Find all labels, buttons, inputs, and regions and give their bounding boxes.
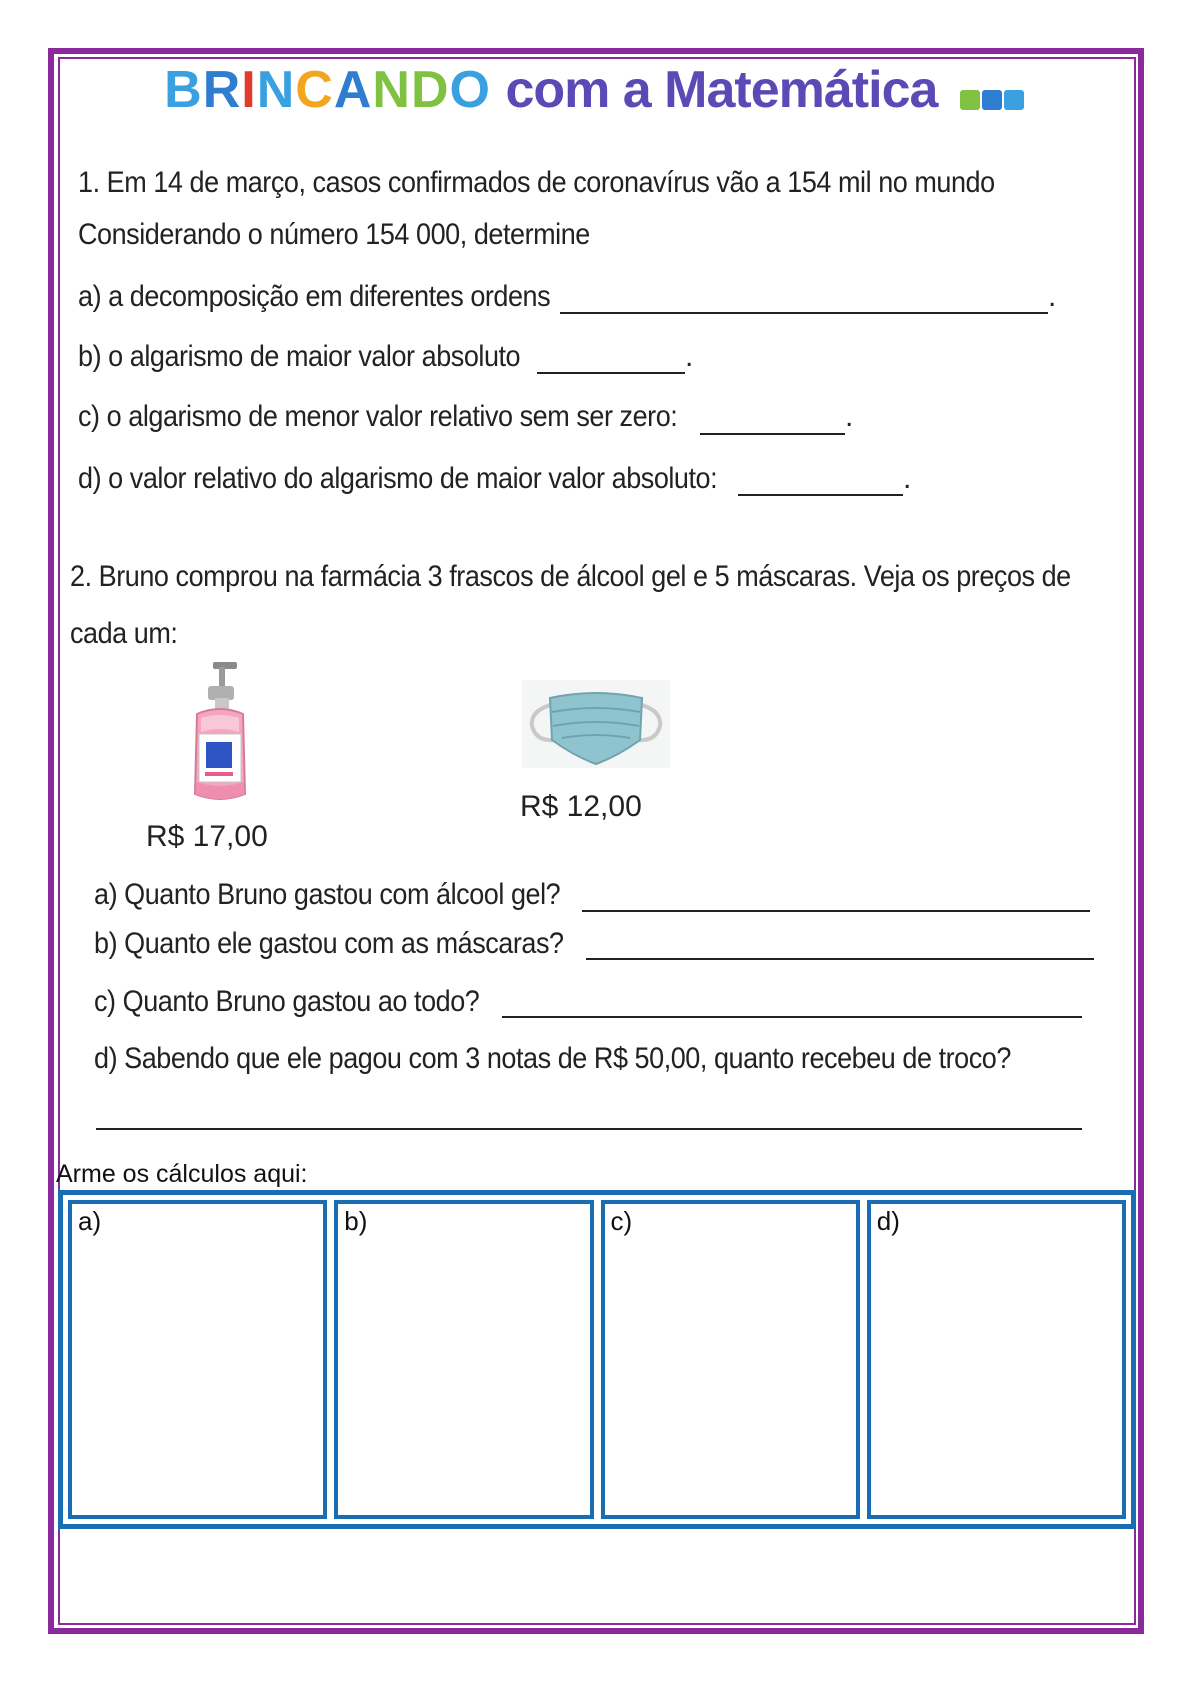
q2-intro-line1: 2. Bruno comprou na farmácia 3 frascos de álcool gel e 5 máscaras. Veja os preços de [70,560,1071,593]
calc-cell-a[interactable] [68,1200,327,1519]
q1-item-d: d) o valor relativo do algarismo de maior valor absoluto: [78,462,718,495]
q1-item-c: c) o algarismo de menor valor relativo sem ser zero: [78,400,678,433]
decorative-squares [960,63,1026,123]
price-alcohol-gel: R$ 17,00 [146,820,268,853]
q1-period-b: . [685,340,693,373]
logo-letter: O [449,61,491,119]
decorative-square [960,90,980,110]
price-face-mask: R$ 12,00 [520,790,642,823]
calc-cell-d[interactable] [867,1200,1126,1519]
q1-intro-line2: Considerando o número 154 000, determine [78,218,590,251]
calc-cell-c[interactable] [601,1200,860,1519]
title-text: com a Matemática [505,61,938,119]
q1-answer-line-d[interactable] [738,494,903,496]
brincando-logo [164,61,505,119]
calc-cell-label-b: b) [344,1206,368,1236]
q2-intro-line2: cada um: [70,617,178,650]
calc-cell-label-d: d) [876,1206,900,1236]
calc-grid [58,1190,1136,1529]
calc-cell-label-a: a) [78,1206,102,1236]
q1-answer-line-a[interactable] [560,312,1048,314]
logo-letter: B [164,61,203,119]
q1-intro-line1: 1. Em 14 de março, casos confirmados de coronavírus vão a 154 mil no mundo [78,166,995,199]
calc-cell-label-c: c) [610,1206,633,1236]
q2-item-d: d) Sabendo que ele pagou com 3 notas de R$ 50,00, quanto recebeu de troco? [94,1042,1011,1075]
decorative-square [1004,90,1024,110]
logo-letter: A [333,61,373,119]
q2-item-c: c) Quanto Bruno gastou ao todo? [94,985,480,1018]
q1-period-d: . [903,462,911,495]
q2-item-a: a) Quanto Bruno gastou com álcool gel? [94,878,561,911]
q1-period-a: . [1048,280,1056,313]
q2-answer-line-a[interactable] [582,910,1090,912]
q1-item-b: b) o algarismo de maior valor absoluto [78,340,521,373]
q2-answer-line-d[interactable] [96,1128,1082,1130]
logo-letter: C [295,61,334,119]
worksheet-title [0,60,1190,123]
q2-item-b: b) Quanto ele gastou com as máscaras? [94,927,564,960]
q1-item-a: a) a decomposição em diferentes ordens [78,280,551,313]
calc-area-label: Arme os cálculos aqui: [56,1160,308,1188]
logo-letter: N [256,61,296,119]
alcohol-gel-bottle-image [175,662,265,810]
q1-answer-line-c[interactable] [700,433,845,435]
face-mask-image [522,680,670,768]
logo-letter: I [241,61,257,119]
q2-answer-line-b[interactable] [586,958,1094,960]
logo-letter: N [372,61,411,119]
q1-period-c: . [845,400,853,433]
logo-letter: D [410,61,450,119]
q1-answer-line-b[interactable] [537,372,685,374]
decorative-square [982,90,1002,110]
logo-letter: R [202,61,242,119]
q2-answer-line-c[interactable] [502,1016,1082,1018]
calc-cell-b[interactable] [334,1200,593,1519]
